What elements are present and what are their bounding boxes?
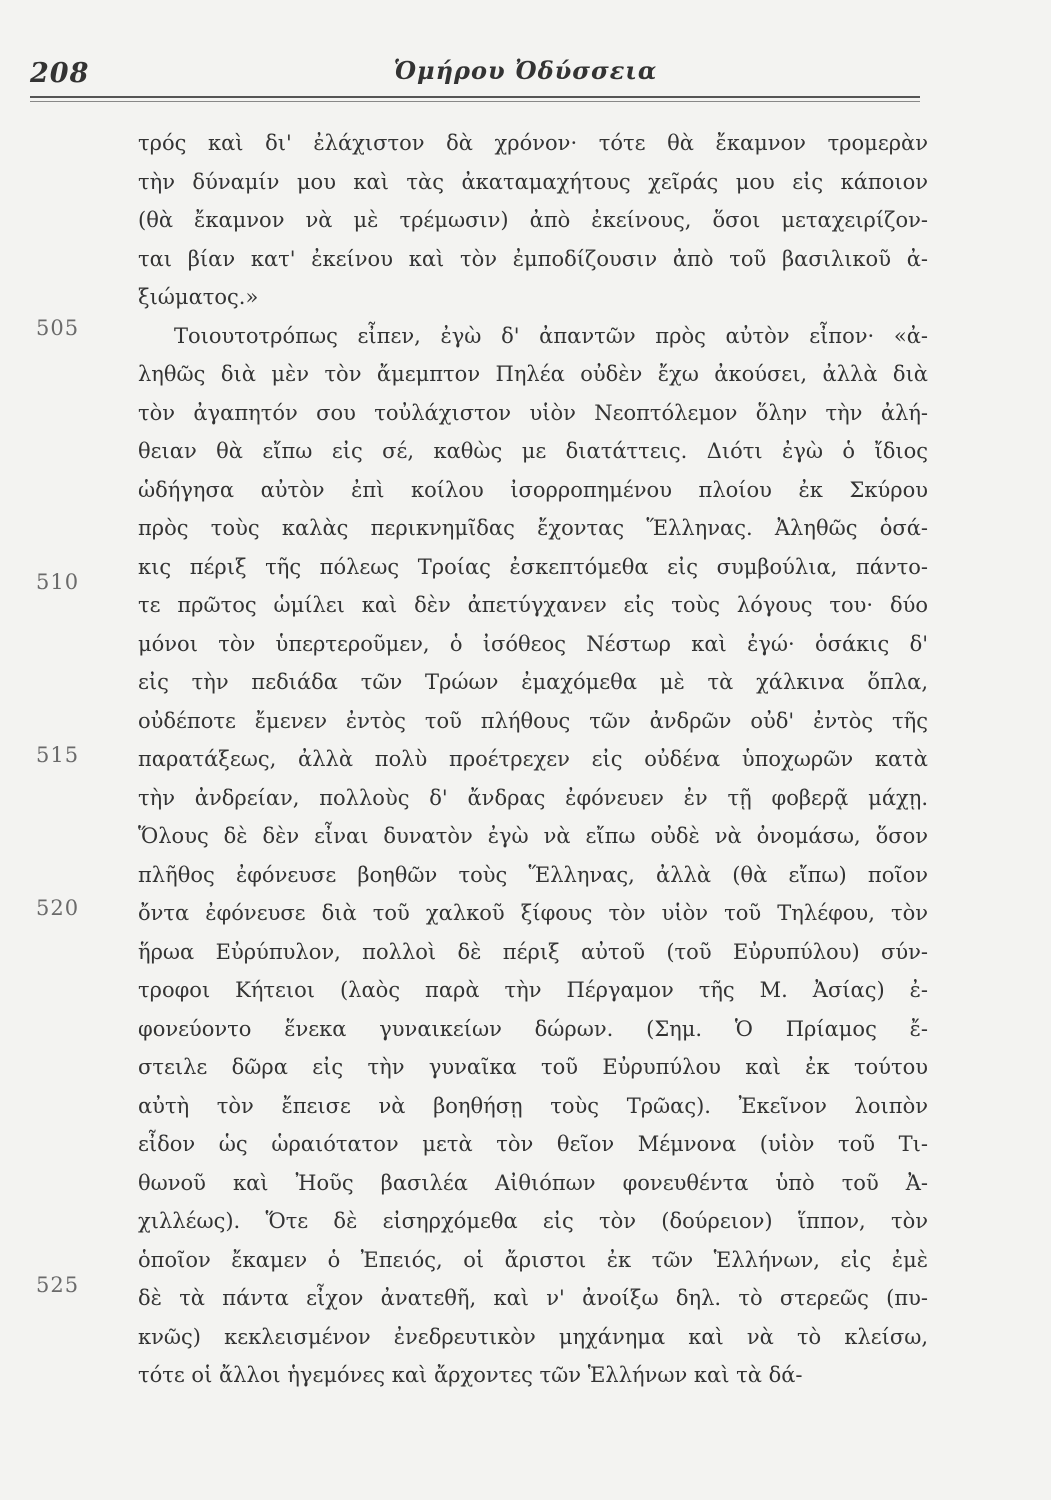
text-line: ἥρωα Εὐρύπυλον, πολλοὶ δὲ πέριξ αὐτοῦ (τοῦ Εὐρυπύλου) σύν-: [138, 939, 928, 964]
text-line: μόνοι τὸν ὑπερτεροῦμεν, ὁ ἰσόθεος Νέστωρ καὶ ἐγώ· ὁσάκις δ': [138, 631, 928, 656]
text-line: δὲ τὰ πάντα εἶχον ἀνατεθῆ, καὶ ν' ἀνοίξω δηλ. τὸ στερεῶς (πυ-: [138, 1286, 928, 1310]
text-line: θωνοῦ καὶ Ἠοῦς βασιλέα Αἰθιόπων φονευθέντα ὑπὸ τοῦ Ἀ-: [138, 1170, 928, 1195]
text-line: Ὅλους δὲ δὲν εἶναι δυνατὸν ἐγὼ νὰ εἴπω οὐδὲ νὰ ὀνομάσω, ὅσον: [138, 824, 928, 848]
header-rule: [30, 96, 920, 98]
text-line: παρατάξεως, ἀλλὰ πολὺ προέτρεχεν εἰς οὐδένα ὑποχωρῶν κατὰ: [138, 747, 928, 771]
line-number-515: 515: [36, 743, 80, 767]
text-line: τροφοι Κήτειοι (λαὸς παρὰ τὴν Πέργαμον τῆς Μ. Ἀσίας) ἐ-: [138, 978, 928, 1002]
text-line: πλῆθος ἐφόνευσε βοηθῶν τοὺς Ἕλληνας, ἀλλὰ (θὰ εἴπω) ποῖον: [138, 862, 928, 887]
text-line: τὸν ἀγαπητόν σου τοὐλάχιστον υἱὸν Νεοπτόλεμον ὅλην τὴν ἀλή-: [138, 400, 928, 425]
text-line: αὐτὴ τὸν ἔπεισε νὰ βοηθήσῃ τοὺς Τρῶας). Ἐκεῖνον λοιπὸν: [138, 1093, 928, 1118]
text-line: στειλε δῶρα εἰς τὴν γυναῖκα τοῦ Εὐρυπύλου καὶ ἐκ τούτου: [138, 1055, 928, 1079]
line-number-525: 525: [36, 1273, 80, 1297]
text-line: οὐδέποτε ἔμενεν ἐντὸς τοῦ πλήθους τῶν ἀνδρῶν οὐδ' ἐντὸς τῆς: [138, 708, 928, 733]
text-line: ὡδήγησα αὐτὸν ἐπὶ κοίλου ἰσορροπημένου πλοίου ἐκ Σκύρου: [138, 477, 928, 502]
text-line: θειαν θὰ εἴπω εἰς σέ, καθὼς με διατάττεις. Διότι ἐγὼ ὁ ἴδιος: [138, 439, 928, 463]
header-rule-secondary: [30, 101, 920, 102]
text-line: τρός καὶ δι' ἐλάχιστον δὰ χρόνον· τότε θὰ ἔκαμνον τρομερὰν: [138, 131, 928, 155]
text-line: εἶδον ὡς ὡραιότατον μετὰ τὸν θεῖον Μέμνονα (υἱὸν τοῦ Τι-: [138, 1132, 928, 1156]
text-line: ληθῶς διὰ μὲν τὸν ἄμεμπτον Πηλέα οὐδὲν ἔχω ἀκούσει, ἀλλὰ διὰ: [138, 362, 928, 386]
text-line: τότε οἱ ἄλλοι ἡγεμόνες καὶ ἄρχοντες τῶν Ἑλλήνων καὶ τὰ δά-: [138, 1363, 803, 1387]
text-line: τὴν δύναμίν μου καὶ τὰς ἀκαταμαχήτους χεῖράς μου εἰς κάποιον: [138, 169, 928, 194]
text-line: χιλλέως). Ὅτε δὲ εἰσηρχόμεθα εἰς τὸν (δούρειον) ἵππον, τὸν: [138, 1209, 928, 1233]
text-line: ται βίαν κατ' ἐκείνου καὶ τὸν ἐμποδίζουσιν ἀπὸ τοῦ βασιλικοῦ ἀ-: [138, 246, 928, 271]
line-number-510: 510: [36, 570, 80, 594]
text-line: ξιώματος.»: [138, 285, 259, 309]
line-number-505: 505: [36, 316, 80, 340]
text-line: φονεύοντο ἕνεκα γυναικείων δώρων. (Σημ. Ὁ Πρίαμος ἔ-: [138, 1016, 928, 1041]
text-line: κις πέριξ τῆς πόλεως Τροίας ἐσκεπτόμεθα εἰς συμβούλια, πάντο-: [138, 554, 928, 579]
text-line: ὁποῖον ἔκαμεν ὁ Ἐπειός, οἱ ἄριστοι ἐκ τῶν Ἑλλήνων, εἰς ἐμὲ: [138, 1247, 928, 1272]
text-line: τε πρῶτος ὡμίλει καὶ δὲν ἀπετύγχανεν εἰς τοὺς λόγους του· δύο: [138, 593, 928, 617]
text-line: πρὸς τοὺς καλὰς περικνημῖδας ἔχοντας Ἕλληνας. Ἀληθῶς ὁσά-: [138, 516, 928, 540]
text-line: τὴν ἀνδρείαν, πολλοὺς δ' ἄνδρας ἐφόνευεν ἐν τῇ φοβερᾷ μάχῃ.: [138, 785, 928, 810]
text-line: ὄντα ἐφόνευσε διὰ τοῦ χαλκοῦ ξίφους τὸν υἱὸν τοῦ Τηλέφου, τὸν: [138, 901, 928, 925]
text-line: Τοιουτοτρόπως εἶπεν, ἐγὼ δ' ἀπαντῶν πρὸς αὐτὸν εἶπον· «ἀ-: [174, 323, 928, 348]
text-line: εἰς τὴν πεδιάδα τῶν Τρώων ἐμαχόμεθα μὲ τὰ χάλκινα ὅπλα,: [138, 670, 928, 694]
body-text: [138, 124, 928, 1395]
text-line: κνῶς) κεκλεισμένον ἐνεδρευτικὸν μηχάνημα καὶ νὰ τὸ κλείσω,: [138, 1324, 928, 1349]
line-number-520: 520: [36, 896, 80, 920]
page-number: 208: [30, 58, 90, 89]
text-line: (θὰ ἔκαμνον νὰ μὲ τρέμωσιν) ἀπὸ ἐκείνους, ὅσοι μεταχειρίζον-: [138, 208, 928, 232]
running-title: Ὁμήρου Ὀδύσσεια: [393, 56, 658, 85]
